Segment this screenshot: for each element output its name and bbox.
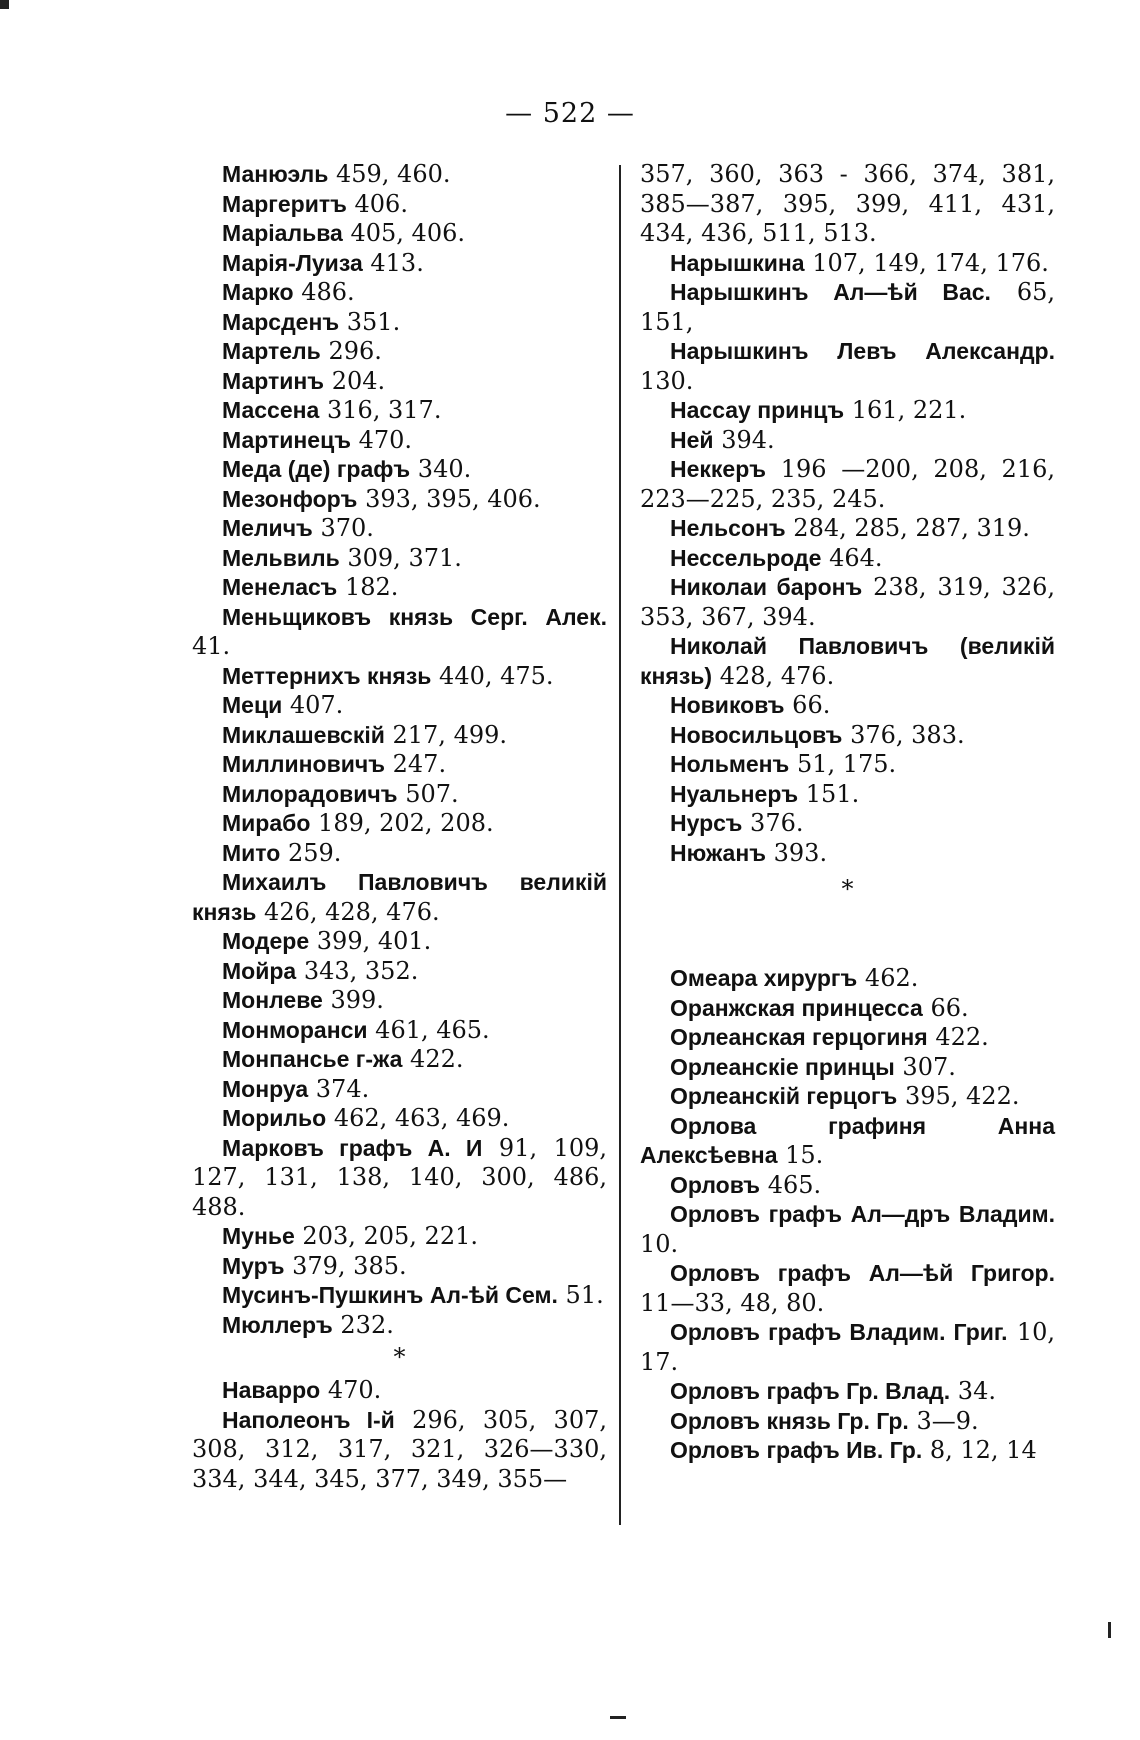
entry-page-refs: 203, 205, 221. (302, 1222, 478, 1250)
entry-page-refs: 51, 175. (796, 750, 897, 778)
entry-name: Меттернихъ князь (222, 662, 432, 689)
left-column (192, 160, 607, 1494)
entry-page-refs: 464. (829, 543, 883, 572)
entry-page-refs: 461, 465. (375, 1015, 490, 1044)
entry-page-refs: 238, 319, 326, 353, 367, 394. (640, 573, 1055, 631)
index-entry (192, 1016, 607, 1046)
index-entry (640, 839, 1055, 869)
entry-page-refs: 316, 317. (326, 396, 442, 424)
index-entry (192, 662, 607, 692)
entry-page-refs: 107, 149, 174, 176. (812, 248, 1049, 277)
entry-name: Модере (222, 928, 310, 954)
entry-name: Маріальва (222, 220, 343, 246)
entry-name: Орловъ графъ Ал—ѣй Григор. (670, 1260, 1055, 1286)
entry-page-refs: 307. (902, 1052, 956, 1081)
entry-page-refs: 3—9. (916, 1406, 979, 1435)
entry-name: Мунье (222, 1223, 295, 1249)
index-entry (640, 514, 1055, 544)
entry-page-refs: 259. (287, 838, 342, 867)
index-entry (192, 573, 607, 603)
entry-name: Мартинъ (222, 367, 325, 394)
index-entry (192, 367, 607, 397)
index-entry (640, 278, 1055, 337)
entry-page-refs: 66. (930, 993, 969, 1022)
index-entry (192, 160, 607, 190)
right-column (640, 160, 1055, 1466)
entries-n-left (192, 1376, 607, 1494)
entry-page-refs: 51. (565, 1281, 604, 1309)
entry-page-refs: 151. (805, 779, 860, 808)
entry-name: Нессельроде (670, 544, 822, 571)
index-entry (192, 809, 607, 839)
index-entry (192, 190, 607, 220)
entry-name: Мито (222, 839, 281, 866)
entry-page-refs: 65, 151, (640, 278, 1055, 336)
entry-name: Мойра (222, 957, 297, 984)
index-entry (192, 455, 607, 485)
index-entry (192, 750, 607, 780)
index-entry (640, 1318, 1055, 1377)
entry-name: Наполеонъ I-й (222, 1406, 395, 1433)
entry-page-refs: 459, 460. (335, 160, 451, 188)
entry-page-refs: 284, 285, 287, 319. (793, 514, 1030, 542)
entry-page-refs: 393. (773, 838, 828, 867)
index-entry (640, 396, 1055, 426)
entry-name: Мирабо (222, 810, 311, 836)
entry-name: Мюллеръ (222, 1311, 333, 1338)
entry-name: Марсденъ (222, 308, 340, 335)
entry-name: Омеара хирургъ (670, 965, 858, 991)
scan-mark (1108, 1622, 1111, 1638)
entry-page-refs: 470. (358, 425, 413, 454)
index-entry (640, 337, 1055, 396)
entry-name: Орловъ (670, 1171, 761, 1198)
entry-name: Орловъ графъ Ал—дръ Владим. (670, 1201, 1055, 1227)
entry-name: Мельвиль (222, 544, 340, 571)
entry-name: Нарышкина (670, 249, 805, 276)
entry-page-refs: 8, 12, 14 (929, 1436, 1037, 1464)
index-entry (640, 1023, 1055, 1053)
index-entry (192, 544, 607, 574)
index-entry (640, 1200, 1055, 1259)
index-entry (192, 957, 607, 987)
entry-name: Нарышкинъ Левъ Александр. (670, 338, 1055, 364)
entry-page-refs: 399. (330, 986, 384, 1014)
index-entry (192, 1311, 607, 1341)
entry-name: Меличъ (222, 515, 313, 541)
entry-name: Нассау принцъ (670, 397, 845, 423)
index-entry (192, 219, 607, 249)
entry-page-refs: 507. (405, 779, 459, 808)
entry-page-refs: 15. (785, 1141, 824, 1169)
entry-page-refs: 376, 383. (850, 720, 965, 749)
entry-page-refs: 393, 395, 406. (365, 484, 541, 513)
entry-name: Орлеанскій герцогъ (670, 1083, 898, 1109)
entry-page-refs: 232. (340, 1310, 394, 1339)
index-entry (640, 780, 1055, 810)
index-entry (192, 1376, 607, 1406)
scan-mark (610, 1716, 626, 1719)
index-entry (640, 455, 1055, 514)
entry-name: Манюэль (222, 161, 329, 187)
entry-page-refs: 11—33, 48, 80. (640, 1288, 825, 1317)
entry-name: Орловъ графъ Гр. Влад. (670, 1378, 951, 1404)
entry-name: Новосильцовъ (670, 721, 843, 748)
spacer (640, 908, 1055, 964)
entry-name: Нуальнеръ (670, 780, 799, 807)
entry-page-refs: 309, 371. (347, 543, 462, 572)
entry-page-refs: 10, 17. (640, 1318, 1055, 1376)
entry-page-refs: 470. (327, 1376, 382, 1404)
entry-name: Мусинъ-Пушкинъ Ал-ѣй Сем. (222, 1282, 558, 1308)
index-entry (192, 1222, 607, 1252)
entry-name: Маргеритъ (222, 190, 347, 217)
entry-name: Монруа (222, 1075, 309, 1102)
index-entry (640, 249, 1055, 279)
index-entry (192, 1045, 607, 1075)
entry-name: Массена (222, 397, 320, 423)
index-entry (192, 1075, 607, 1105)
entry-name: Новиковъ (670, 692, 785, 718)
entries-m (192, 160, 607, 1340)
entry-name: Наварро (222, 1377, 321, 1403)
index-entry (640, 809, 1055, 839)
entry-page-refs: 10. (640, 1229, 679, 1258)
entry-name: Николай Павловичъ (великій князь) (640, 633, 1055, 689)
entry-name: Нарышкинъ Ал—ѣй Вас. (670, 279, 991, 305)
entry-page-refs: 161, 221. (851, 396, 967, 424)
index-entry (640, 426, 1055, 456)
entry-page-refs: 405, 406. (350, 219, 465, 247)
entry-page-refs: 399, 401. (316, 927, 432, 955)
entry-page-refs: 343, 352. (303, 956, 419, 985)
index-entry (192, 278, 607, 308)
column-divider (619, 165, 621, 1525)
entry-page-refs: 422. (935, 1023, 989, 1051)
index-entry (640, 750, 1055, 780)
entries-o (640, 964, 1055, 1466)
entry-name: Оранжская принцесса (670, 994, 923, 1021)
entry-page-refs: 486. (301, 278, 355, 306)
entry-name: Мартель (222, 338, 321, 364)
index-entry (640, 691, 1055, 721)
entry-page-refs: 41. (192, 632, 231, 660)
entry-page-refs: 376. (750, 809, 804, 837)
entry-name: Орлеанскіе принцы (670, 1053, 895, 1080)
index-entry (192, 485, 607, 515)
entry-page-refs: 204. (331, 366, 386, 395)
entry-page-refs: 406. (354, 189, 408, 218)
index-entry (192, 839, 607, 869)
index-entry (192, 986, 607, 1016)
entry-page-refs: 189, 202, 208. (318, 809, 494, 837)
entry-name: Орловъ графъ Ив. Гр. (670, 1437, 923, 1463)
entry-page-refs: 462. (864, 964, 919, 992)
index-entry (640, 1112, 1055, 1171)
entry-name: Нюжанъ (670, 839, 766, 866)
entry-name: Орлова графиня Анна Алексѣевна (640, 1112, 1055, 1168)
index-entry (192, 868, 607, 927)
entry-name: Монлеве (222, 987, 323, 1013)
entry-name: Меда (де) графъ (222, 456, 411, 482)
index-entry (640, 1259, 1055, 1318)
scan-mark (0, 0, 9, 9)
index-entry (192, 603, 607, 662)
separator-asterisk: * (393, 1343, 406, 1371)
index-entry (640, 632, 1055, 691)
entry-page-refs: 370. (320, 514, 374, 542)
entry-page-refs: 426, 428, 476. (264, 897, 440, 926)
entry-name: Ней (670, 426, 714, 453)
entry-page-refs: 34. (957, 1377, 996, 1405)
index-entry (192, 514, 607, 544)
entry-page-refs: 440, 475. (439, 661, 554, 690)
index-entry (192, 1134, 607, 1223)
entry-name: Меци (222, 692, 283, 718)
index-entry (192, 337, 607, 367)
entry-page-refs: 422. (410, 1045, 464, 1073)
index-entry (640, 1082, 1055, 1112)
index-entry (192, 1281, 607, 1311)
entry-name: Меньщиковъ князь Серг. Алек. (222, 603, 607, 630)
entry-page-refs: 374. (315, 1074, 370, 1103)
entry-name: Мартинецъ (222, 426, 351, 453)
entry-page-refs: 296. (328, 337, 382, 365)
entry-name: Николаи баронъ (670, 574, 863, 600)
index-entry (640, 544, 1055, 574)
entry-name: Марія-Луиза (222, 249, 363, 276)
entry-page-refs: 217, 499. (392, 720, 508, 749)
entry-page-refs: 130. (640, 366, 694, 395)
entry-name: Марковъ графъ А. И (222, 1134, 483, 1161)
entry-name: Миклашевскій (222, 721, 385, 748)
entry-name: Нельсонъ (670, 515, 786, 541)
index-entry (640, 1436, 1055, 1466)
entry-name: Орловъ графъ Владим. Григ. (670, 1319, 1008, 1345)
page-number: — 522 — (505, 98, 635, 129)
entry-name: Мезонфоръ (222, 485, 358, 512)
entry-page-refs: 413. (370, 248, 424, 277)
continuation-refs: 357, 360, 363 - 366, 374, 381, 385—387, 395, 399, 411, 431, 434, 436, 511, 513. (640, 160, 1055, 247)
entry-page-refs: 428, 476. (719, 661, 835, 690)
entry-name: Менеласъ (222, 574, 338, 600)
entries-n-right (640, 249, 1055, 869)
entry-name: Нольменъ (670, 751, 790, 777)
entry-page-refs: 379, 385. (292, 1251, 407, 1280)
index-entry (192, 780, 607, 810)
index-entry (640, 994, 1055, 1024)
entry-page-refs: 351. (346, 307, 401, 336)
entry-name: Миллиновичъ (222, 751, 385, 777)
entry-name: Морильо (222, 1105, 327, 1131)
index-entry (640, 964, 1055, 994)
entry-name: Орловъ князь Гр. Гр. (670, 1407, 909, 1434)
index-entry (192, 249, 607, 279)
index-entry (192, 426, 607, 456)
index-entry (640, 1053, 1055, 1083)
separator-asterisk: * (841, 875, 854, 903)
index-entry (192, 308, 607, 338)
entry-page-refs: 196 —200, 208, 216, 223—225, 235, 245. (640, 455, 1055, 513)
entry-page-refs: 465. (767, 1170, 822, 1199)
entry-name: Михаилъ Павловичъ великій князь (192, 869, 607, 925)
entry-page-refs: 395, 422. (904, 1082, 1020, 1110)
entry-page-refs: 394. (721, 425, 775, 454)
index-entry (640, 721, 1055, 751)
index-entry (640, 1171, 1055, 1201)
entry-name: Неккеръ (670, 456, 767, 482)
entry-page-refs: 296, 305, 307, 308, 312, 317, 321, 326—330, 334, 344, 345, 377, 349, 355— (192, 1405, 607, 1493)
index-entry (192, 691, 607, 721)
entry-page-refs: 462, 463, 469. (333, 1104, 510, 1132)
entry-page-refs: 91, 109, 127, 131, 138, 140, 300, 486, 488. (192, 1133, 608, 1221)
index-entry (192, 927, 607, 957)
entry-name: Монпансье г-жа (222, 1046, 403, 1072)
index-entry (192, 1406, 607, 1495)
index-entry (640, 1407, 1055, 1437)
entry-name: Монморанси (222, 1016, 368, 1043)
index-entry (192, 1104, 607, 1134)
entry-page-refs: 66. (792, 691, 831, 719)
index-entry (192, 1252, 607, 1282)
entry-name: Орлеанская герцогиня (670, 1024, 928, 1050)
index-entry (640, 1377, 1055, 1407)
entry-name: Нурсъ (670, 810, 743, 836)
index-entry (192, 721, 607, 751)
entry-page-refs: 407. (289, 691, 344, 719)
entry-name: Муръ (222, 1252, 285, 1279)
entry-name: Марко (222, 279, 294, 305)
entry-page-refs: 340. (417, 455, 472, 483)
index-entry (640, 573, 1055, 632)
entry-name: Милорадовичъ (222, 780, 398, 807)
entry-page-refs: 247. (392, 750, 447, 778)
index-entry (192, 396, 607, 426)
entry-page-refs: 182. (344, 573, 399, 601)
